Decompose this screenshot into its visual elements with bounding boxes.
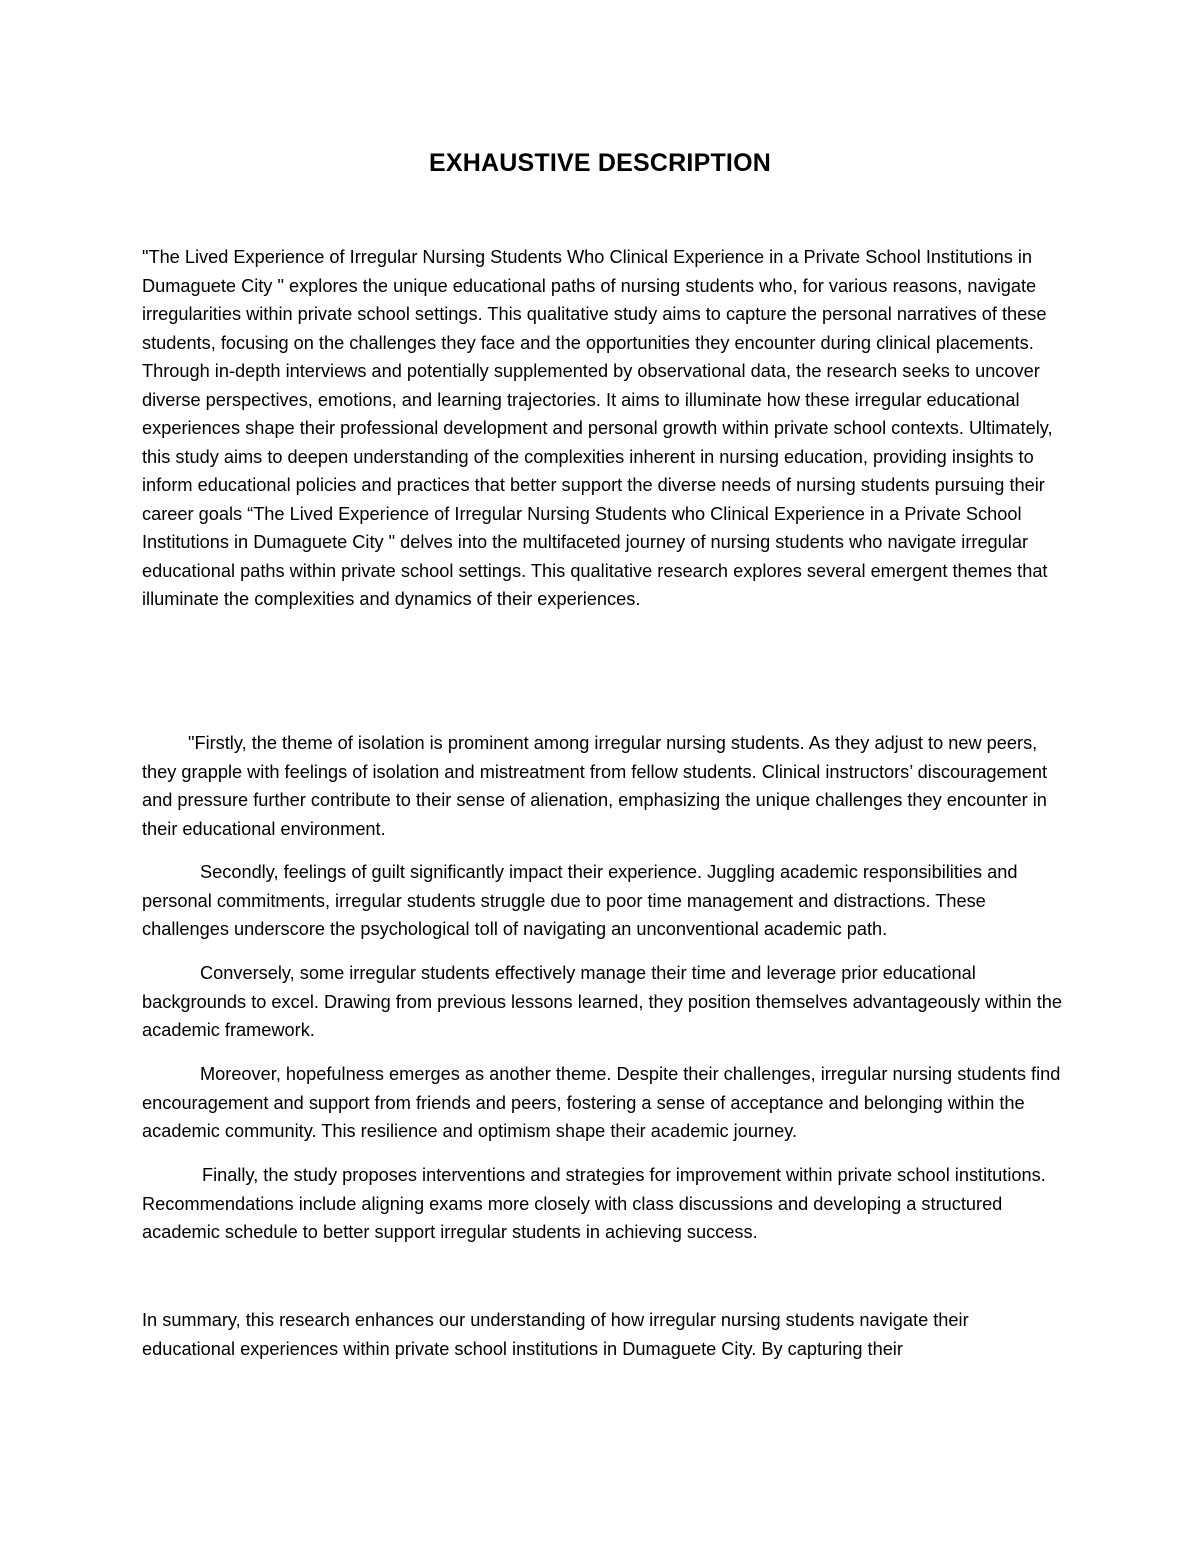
paragraph-theme-time-management: Conversely, some irregular students effectively manage their time and leverage prior educational backgrounds to excel. Drawing from previous lessons learned, they position themselves advantageously within the academic framework. [142, 963, 1062, 1040]
paragraph-theme-hopefulness: Moreover, hopefulness emerges as another theme. Despite their challenges, irregular nursing students find encouragement and support from friends and peers, fostering a sense of acceptance and belonging within the academic community. This resilience and optimism shape their academic journey. [142, 1064, 1061, 1141]
paragraph-theme-isolation: "Firstly, the theme of isolation is prominent among irregular nursing students. As they adjust to new peers, they grapple with feelings of isolation and mistreatment from fellow students. Clinical instructors’ discouragement and pressure further contribute to their sense of alienation, emphasizing the unique challenges they encounter in their educational environment. [142, 733, 1048, 839]
document-title: EXHAUSTIVE DESCRIPTION [429, 149, 771, 177]
paragraph-summary: In summary, this research enhances our understanding of how irregular nursing students navigate their educational experiences within private school institutions in Dumaguete City. By capturing their [142, 1310, 969, 1359]
paragraph-theme-guilt: Secondly, feelings of guilt significantly impact their experience. Juggling academic responsibilities and personal commitments, irregular students struggle due to poor time management and distractions. These challenges underscore the psychological toll of navigating an unconventional academic path. [142, 862, 1018, 939]
paragraph-theme-interventions: Finally, the study proposes interventions and strategies for improvement within private school institutions. Recommendations include aligning exams more closely with class discussions and developing a structured academic schedule to better support irregular students in achieving success. [142, 1165, 1046, 1242]
paragraph-introduction: "The Lived Experience of Irregular Nursing Students Who Clinical Experience in a Private School Institutions in Dumaguete City " explores the unique educational paths of nursing students who, for various reasons, navigate irregularities within private school settings. This qualitative study aims to capture the personal narratives of these students, focusing on the challenges they face and the opportunities they encounter during clinical placements. Through in-depth interviews and potentially supplemented by observational data, the research seeks to uncover diverse perspectives, emotions, and learning trajectories. It aims to illuminate how these irregular educational experiences shape their professional development and personal growth within private school contexts. Ultimately, this study aims to deepen understanding of the complexities inherent in nursing education, providing insights to inform educational policies and practices that better support the diverse needs of nursing students pursuing their career goals “The Lived Experience of Irregular Nursing Students who Clinical Experience in a Private School Institutions in Dumaguete City " delves into the multifaceted journey of nursing students who navigate irregular educational paths within private school settings. This qualitative research explores several emergent themes that illuminate the complexities and dynamics of their experiences. [142, 247, 1053, 609]
